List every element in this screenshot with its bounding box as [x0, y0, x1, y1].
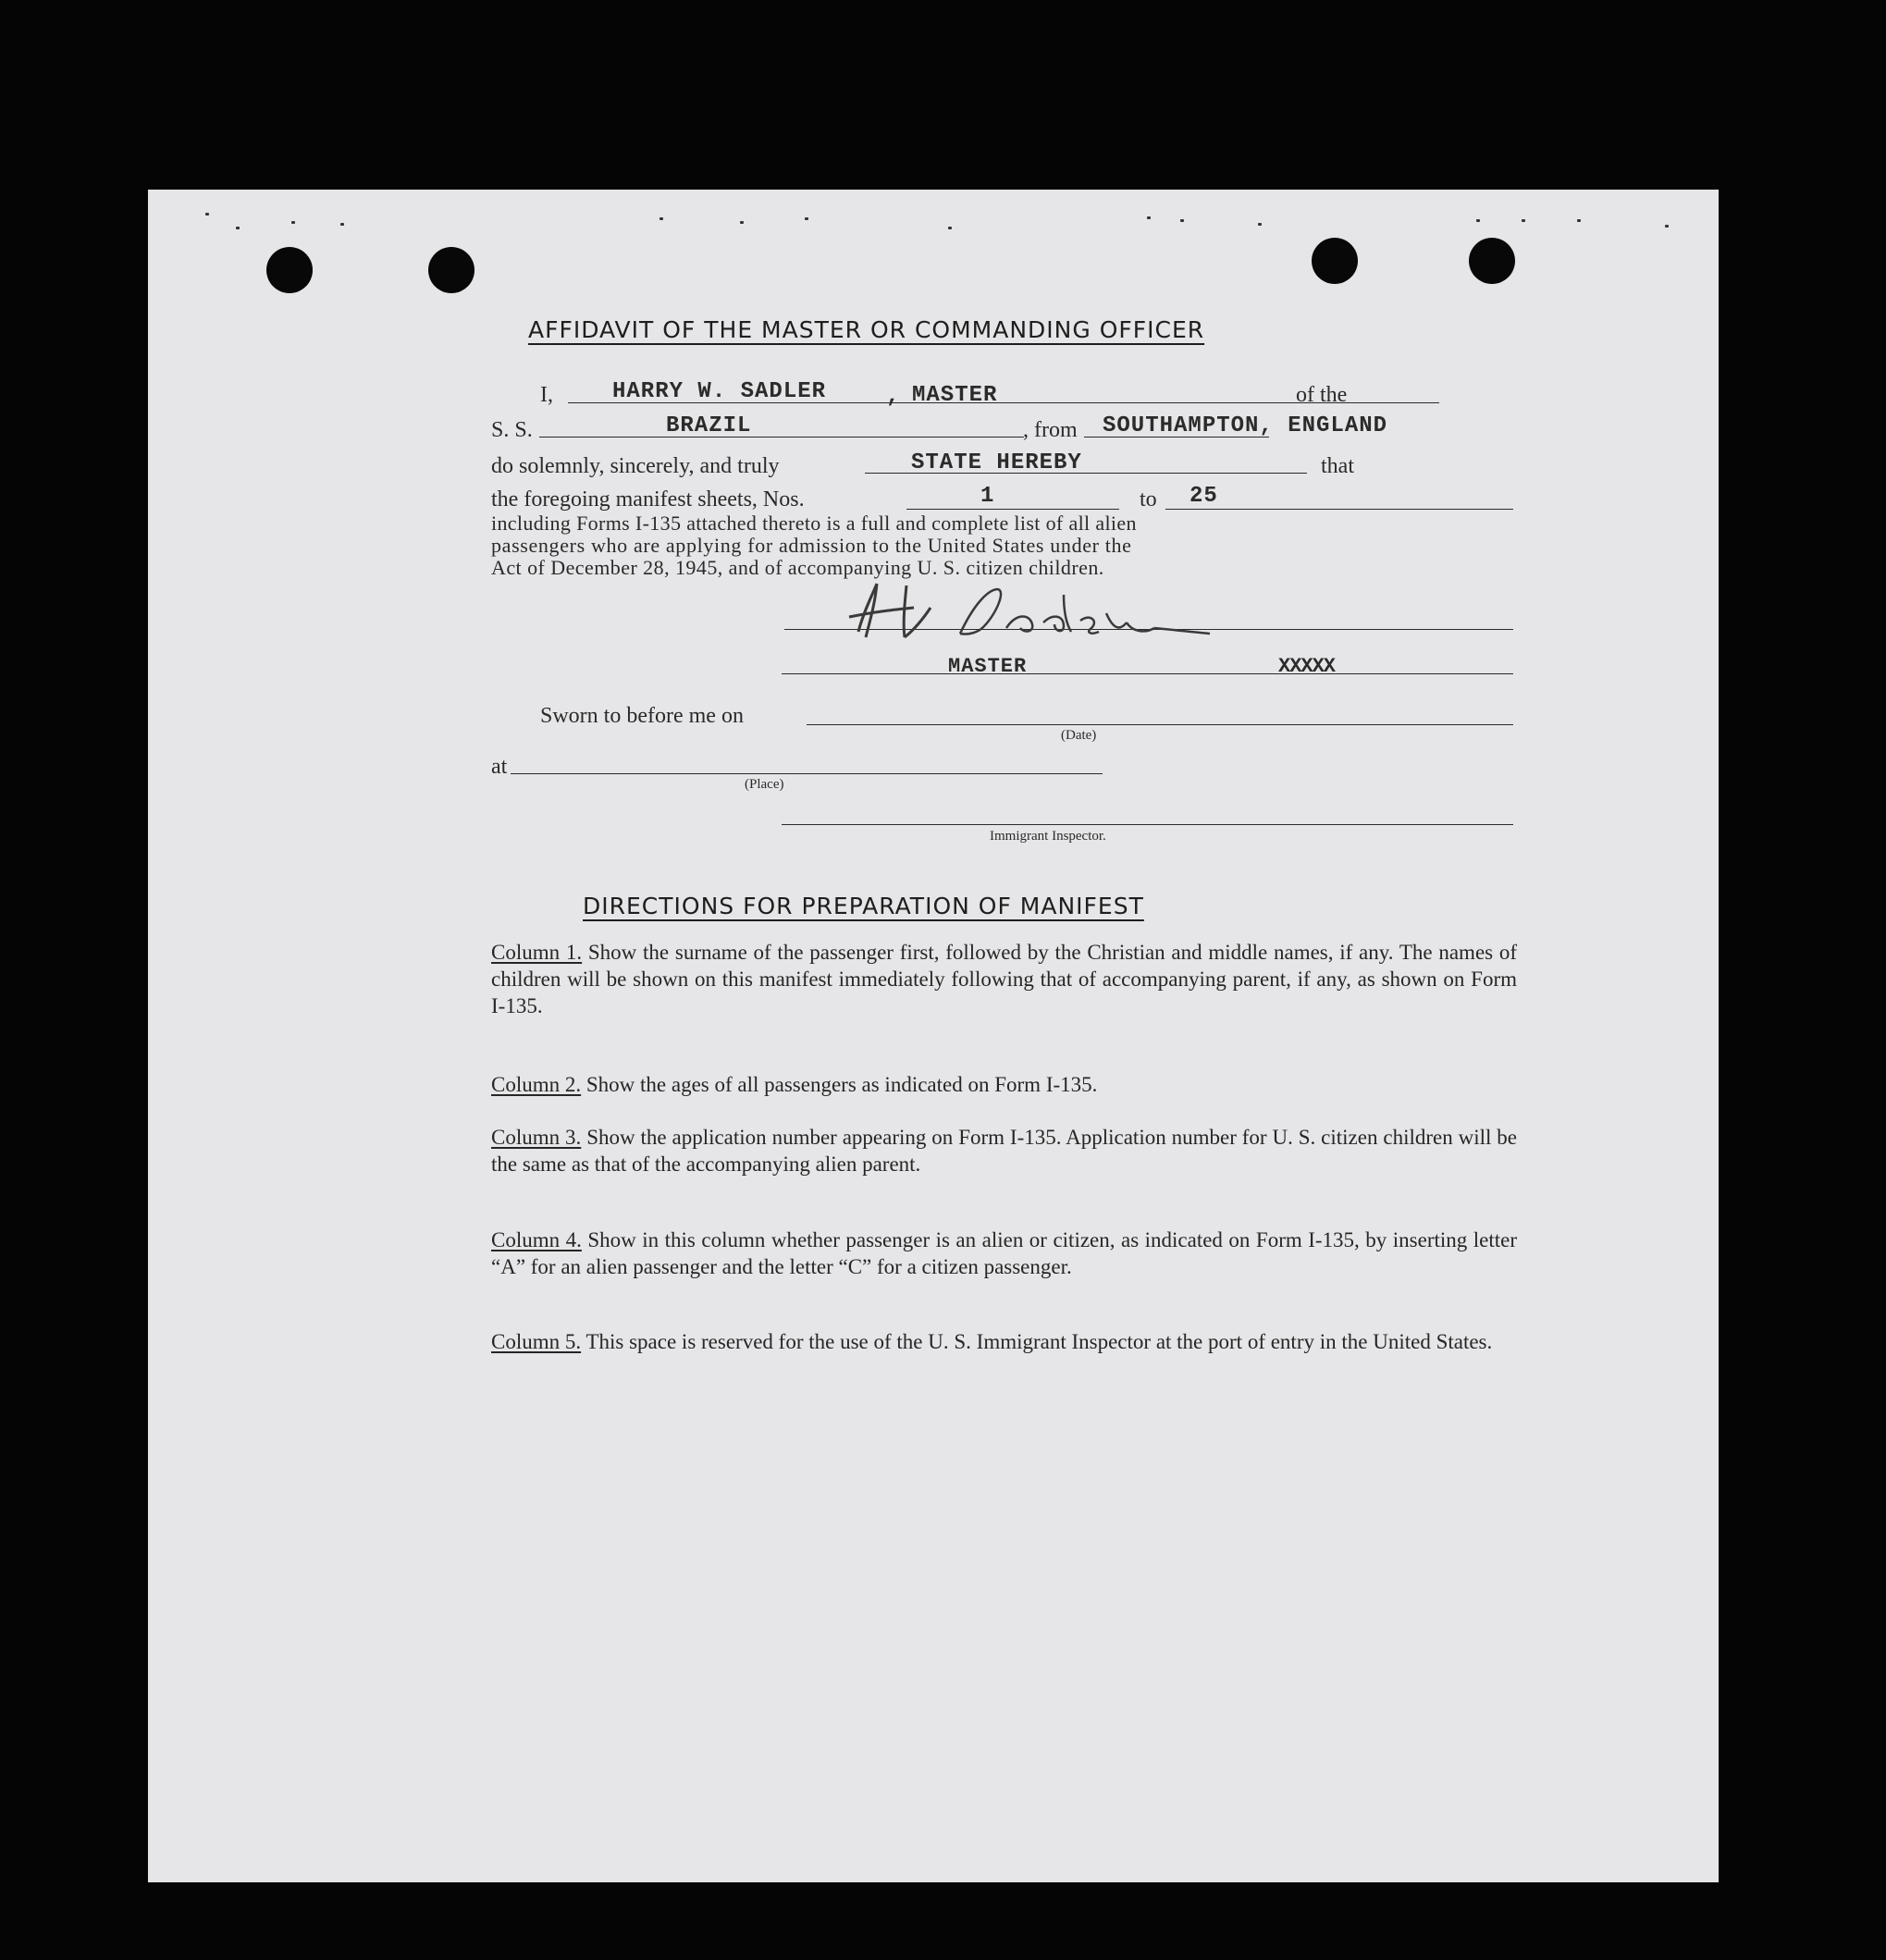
punch-hole [1312, 238, 1358, 284]
struck-text: XXXXX [1278, 655, 1336, 678]
paper-speck [205, 213, 209, 216]
punch-hole [1469, 238, 1515, 284]
sheets-text: the foregoing manifest sheets, Nos. [491, 487, 805, 512]
affidavit-i-label: I, [540, 383, 553, 407]
direction-text: This space is reserved for the use of the U. S. Immigrant Inspector at the port of entry in the United States. [586, 1330, 1493, 1353]
declaration-value: STATE HEREBY [911, 450, 1082, 475]
direction-column-label: Column 5. [491, 1330, 582, 1353]
at-label: at [491, 755, 508, 779]
port-value: SOUTHAMPTON, ENGLAND [1103, 413, 1388, 438]
direction-column-label: Column 3. [491, 1126, 582, 1149]
paper-speck [236, 227, 240, 229]
direction-column-4 [491, 1227, 1517, 1280]
direction-text: Show the surname of the passenger first, followed by the Christian and middle names, if any. The names of children will be shown on this manifest immediately following that of accompanying parent, if any, as shown on Form I-135. [491, 941, 1518, 1017]
direction-text: Show the ages of all passengers as indicated on Form I-135. [586, 1073, 1098, 1096]
paper-speck [1180, 219, 1184, 222]
inspector-signature-line [782, 824, 1513, 825]
paper-speck [1258, 223, 1262, 226]
direction-column-1 [491, 939, 1517, 1019]
of-the-label: of the [1296, 383, 1348, 407]
paper-speck [1577, 219, 1581, 222]
sheet-to-blank [1165, 509, 1513, 510]
place-blank [511, 773, 1103, 774]
direction-column-5 [491, 1328, 1517, 1355]
sheet-from-blank [906, 509, 1119, 510]
ss-label: S. S. [491, 418, 533, 442]
place-caption: (Place) [745, 777, 784, 792]
affidavit-body-line-1: including Forms I-135 attached thereto is a full and complete list of all alien [491, 512, 1137, 535]
affidavit-title: AFFIDAVIT OF THE MASTER OR COMMANDING OFFICER [528, 316, 1205, 343]
sheet-from-value: 1 [980, 484, 995, 509]
inspector-caption: Immigrant Inspector. [990, 829, 1106, 844]
master-rank-value: MASTER [912, 383, 998, 408]
direction-text: Show in this column whether passenger is an alien or citizen, as indicated on Form I-135, by inserting letter “A” for an alien passenger and the letter “C” for a citizen passenger. [491, 1228, 1518, 1278]
sheet-to-value: 25 [1190, 484, 1218, 509]
punch-hole [266, 247, 313, 293]
affidavit-body-line-3: Act of December 28, 1945, and of accompanying U. S. citizen children. [491, 556, 1104, 579]
to-label: to [1140, 487, 1157, 512]
paper-speck [291, 221, 295, 224]
solemnly-text: do solemnly, sincerely, and truly [491, 454, 780, 478]
direction-column-label: Column 1. [491, 941, 583, 964]
direction-text: Show the application number appearing on Form I-135. Application number for U. S. citizen children will be the same as that of the accompanying alien parent. [491, 1126, 1518, 1176]
punch-hole [428, 247, 475, 293]
ship-name-value: BRAZIL [666, 413, 752, 438]
title-typed-value: MASTER [948, 655, 1028, 678]
paper-speck [805, 217, 808, 220]
date-caption: (Date) [1061, 728, 1097, 743]
that-label: that [1321, 454, 1354, 478]
ship-name-blank [539, 437, 1024, 438]
date-blank [807, 724, 1513, 725]
direction-column-2 [491, 1071, 1517, 1098]
paper-speck [1147, 216, 1151, 219]
direction-column-label: Column 2. [491, 1073, 582, 1096]
handwritten-signature [821, 576, 1256, 650]
paper-speck [1476, 219, 1480, 222]
paper-speck [340, 223, 344, 226]
title-line [782, 673, 1513, 674]
paper-speck [1665, 225, 1669, 228]
direction-column-3 [491, 1124, 1517, 1177]
sworn-label: Sworn to before me on [540, 704, 744, 728]
master-name-value: HARRY W. SADLER [612, 379, 827, 404]
directions-title: DIRECTIONS FOR PREPARATION OF MANIFEST [583, 893, 1144, 919]
from-label: , from [1023, 418, 1078, 442]
affidavit-body-line-2: passengers who are applying for admission to the United States under the [491, 534, 1132, 557]
paper-speck [1522, 219, 1525, 222]
paper-speck [948, 227, 952, 229]
direction-column-label: Column 4. [491, 1228, 582, 1251]
master-comma: , [886, 384, 901, 409]
paper-speck [659, 217, 663, 220]
paper-speck [740, 221, 744, 224]
document-page [148, 190, 1719, 1882]
